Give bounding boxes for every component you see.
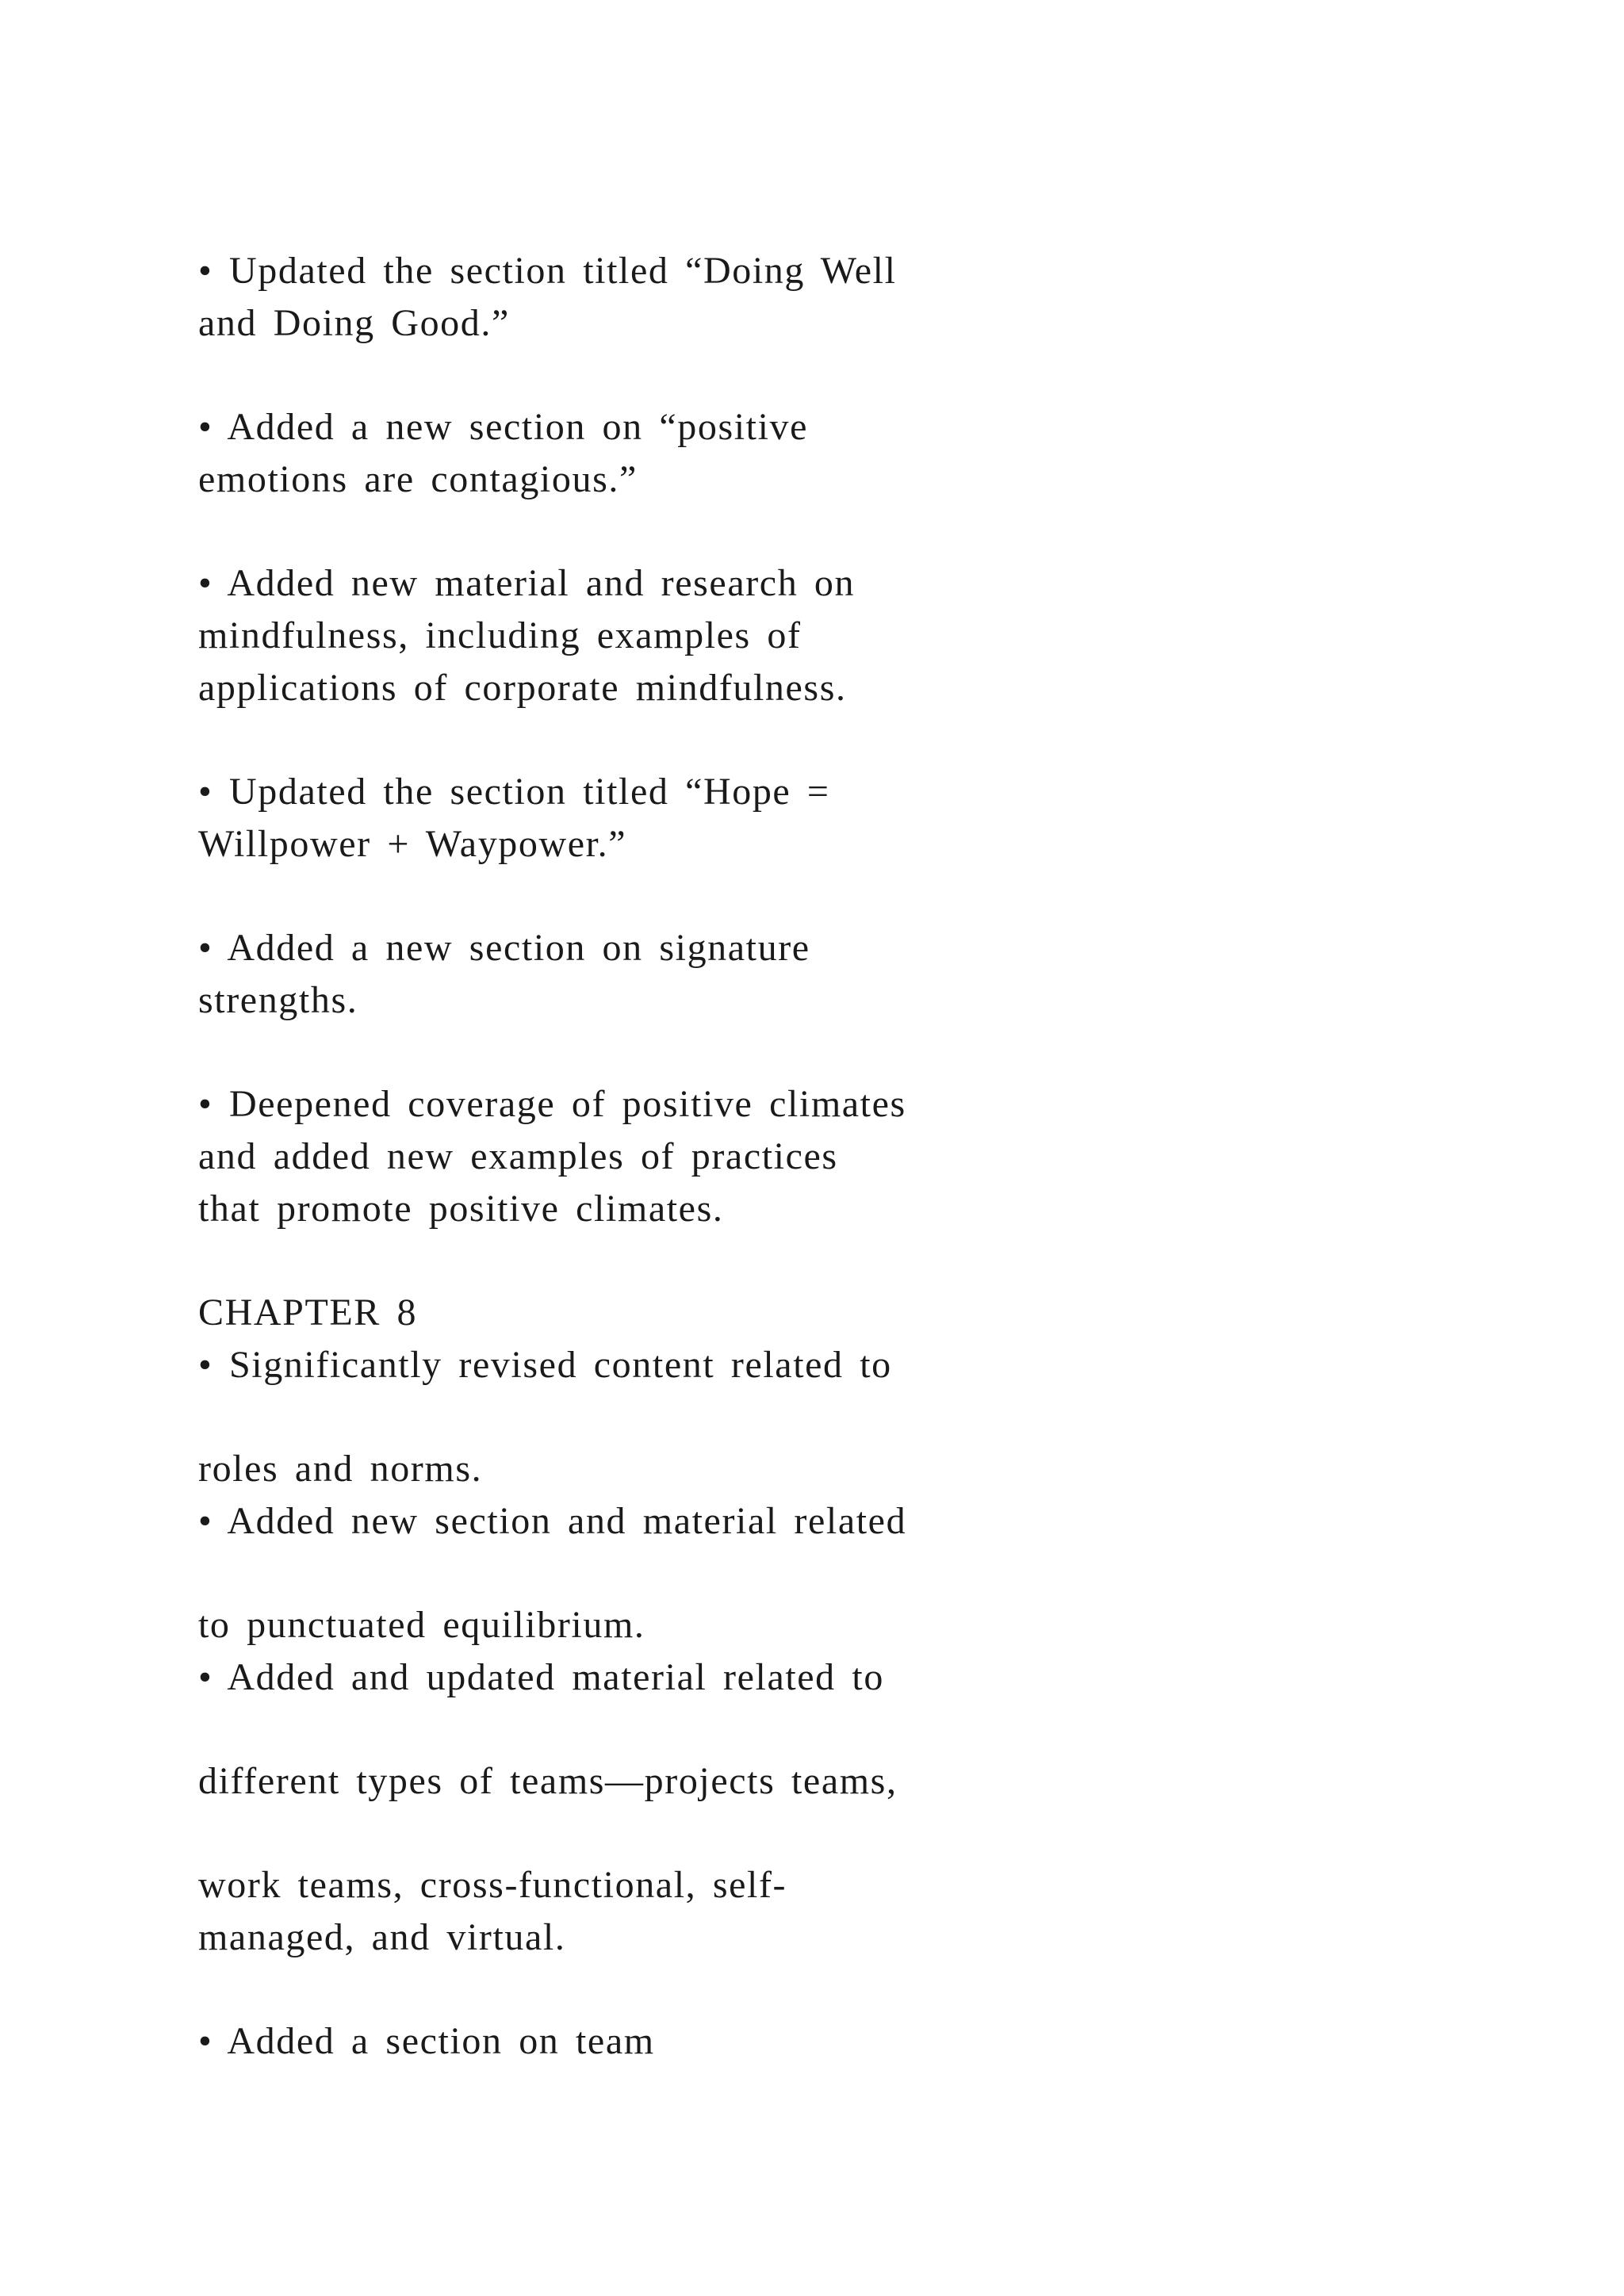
text-line: • Deepened coverage of positive climates bbox=[198, 1083, 906, 1125]
text-line: • Added new material and research on bbox=[198, 562, 856, 604]
text-line: • Updated the section titled “Doing Well bbox=[198, 250, 897, 292]
text-line: and added new examples of practices bbox=[198, 1135, 838, 1177]
text-line: • Added a section on team bbox=[198, 2020, 655, 2062]
text-line: and Doing Good.” bbox=[198, 302, 510, 344]
text-line: • Added a new section on signature bbox=[198, 927, 810, 969]
chapter-heading: CHAPTER 8 bbox=[198, 1292, 418, 1334]
text-line: emotions are contagious.” bbox=[198, 458, 638, 500]
text-line: • Added new section and material related bbox=[198, 1500, 907, 1542]
text-line: roles and norms. bbox=[198, 1448, 483, 1490]
text-line: Willpower + Waypower.” bbox=[198, 823, 627, 865]
text-line: that promote positive climates. bbox=[198, 1188, 724, 1230]
text-line: different types of teams—projects teams, bbox=[198, 1760, 898, 1802]
text-line: • Significantly revised content related to bbox=[198, 1344, 892, 1386]
text-line: • Added and updated material related to bbox=[198, 1656, 884, 1698]
text-line: mindfulness, including examples of bbox=[198, 614, 802, 656]
text-line: • Updated the section titled “Hope = bbox=[198, 771, 830, 813]
text-line: managed, and virtual. bbox=[198, 1916, 566, 1958]
text-line: to punctuated equilibrium. bbox=[198, 1604, 645, 1646]
text-line: applications of corporate mindfulness. bbox=[198, 667, 847, 709]
text-line: work teams, cross-functional, self- bbox=[198, 1864, 787, 1906]
text-line: strengths. bbox=[198, 979, 358, 1021]
text-line: • Added a new section on “positive bbox=[198, 406, 809, 448]
